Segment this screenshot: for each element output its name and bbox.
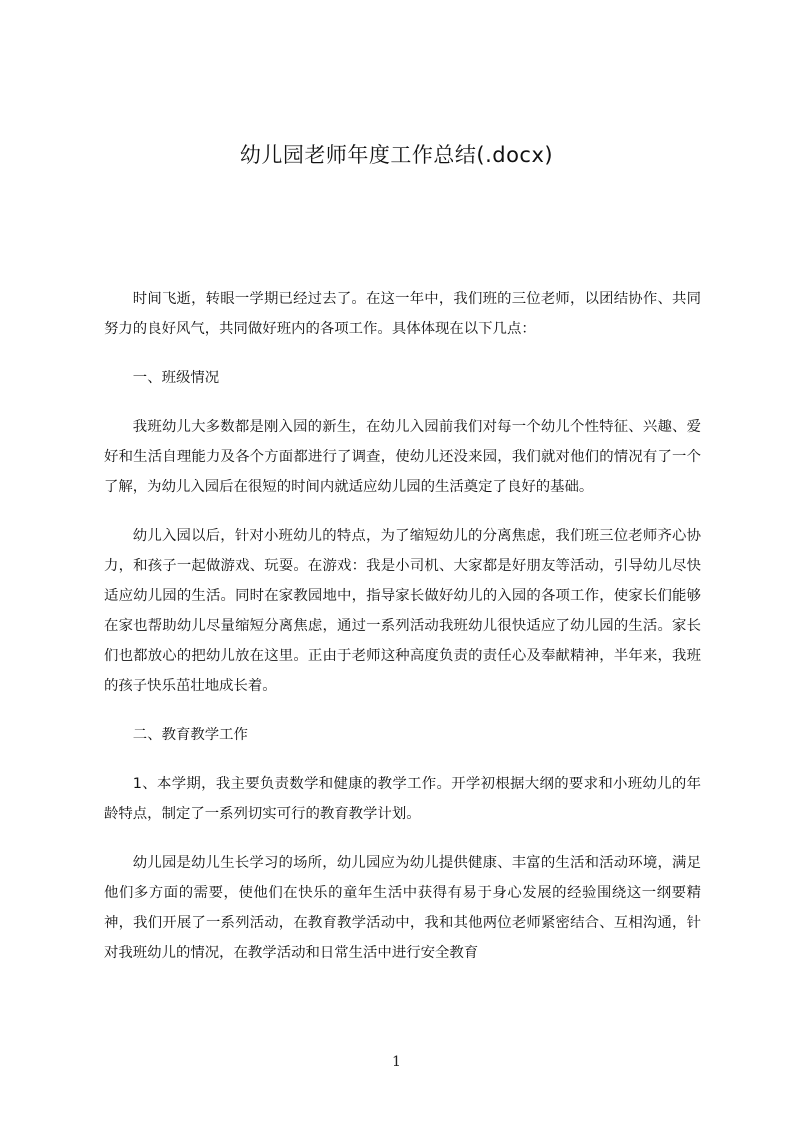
- section-heading-class-situation: 一、班级情况: [132, 370, 220, 386]
- teaching-plan-paragraph: 1、本学期，我主要负责数学和健康的教学工作。开学初根据大纲的要求和小班幼儿的年龄特点，制定了一系列切实可行的教育教学计划。: [104, 776, 701, 822]
- class-situation-paragraph: 我班幼儿大多数都是刚入园的新生，在幼儿入园前我们对每一个幼儿个性特征、兴趣、爱好和生活自理能力及各个方面都进行了调查，使幼儿还没来园，我们就对他们的情况有了一个了解，为幼儿入园后在很短的时间内就适应幼儿园的生活奠定了良好的基础。: [104, 419, 701, 495]
- page-number: 1: [392, 1054, 401, 1070]
- adaptation-paragraph: 幼儿入园以后，针对小班幼儿的特点，为了缩短幼儿的分离焦虑，我们班三位老师齐心协力，和孩子一起做游戏、玩耍。在游戏：我是小司机、大家都是好朋友等活动，引导幼儿尽快适应幼儿园的生活。同时在家教园地中，指导家长做好幼儿的入园的各项工作，使家长们能够在家也帮助幼儿尽量缩短分离焦虑，通过一系列活动我班幼儿很快适应了幼儿园的生活。家长们也都放心的把幼儿放在这里。正由于老师这种高度负责的责任心及奉献精神，半年来，我班的孩子快乐茁壮地成长着。: [104, 528, 701, 694]
- document-title: 幼儿园老师年度工作总结(.docx): [239, 143, 554, 167]
- section-heading-teaching-work: 二、教育教学工作: [132, 727, 248, 743]
- intro-paragraph: 时间飞逝，转眼一学期已经过去了。在这一年中，我们班的三位老师，以团结协作、共同努力的良好风气，共同做好班内的各项工作。具体体现在以下几点：: [104, 291, 701, 337]
- kindergarten-environment-paragraph: 幼儿园是幼儿生长学习的场所，幼儿园应为幼儿提供健康、丰富的生活和活动环境，满足他们多方面的需要，使他们在快乐的童年生活中获得有易于身心发展的经验围绕这一纲要精神，我们开展了一系列活动，在教育教学活动中，我和其他两位老师紧密结合、互相沟通，针对我班幼儿的情况，在教学活动和日常生活中进行安全教育: [104, 855, 701, 961]
- document-body: [104, 284, 701, 985]
